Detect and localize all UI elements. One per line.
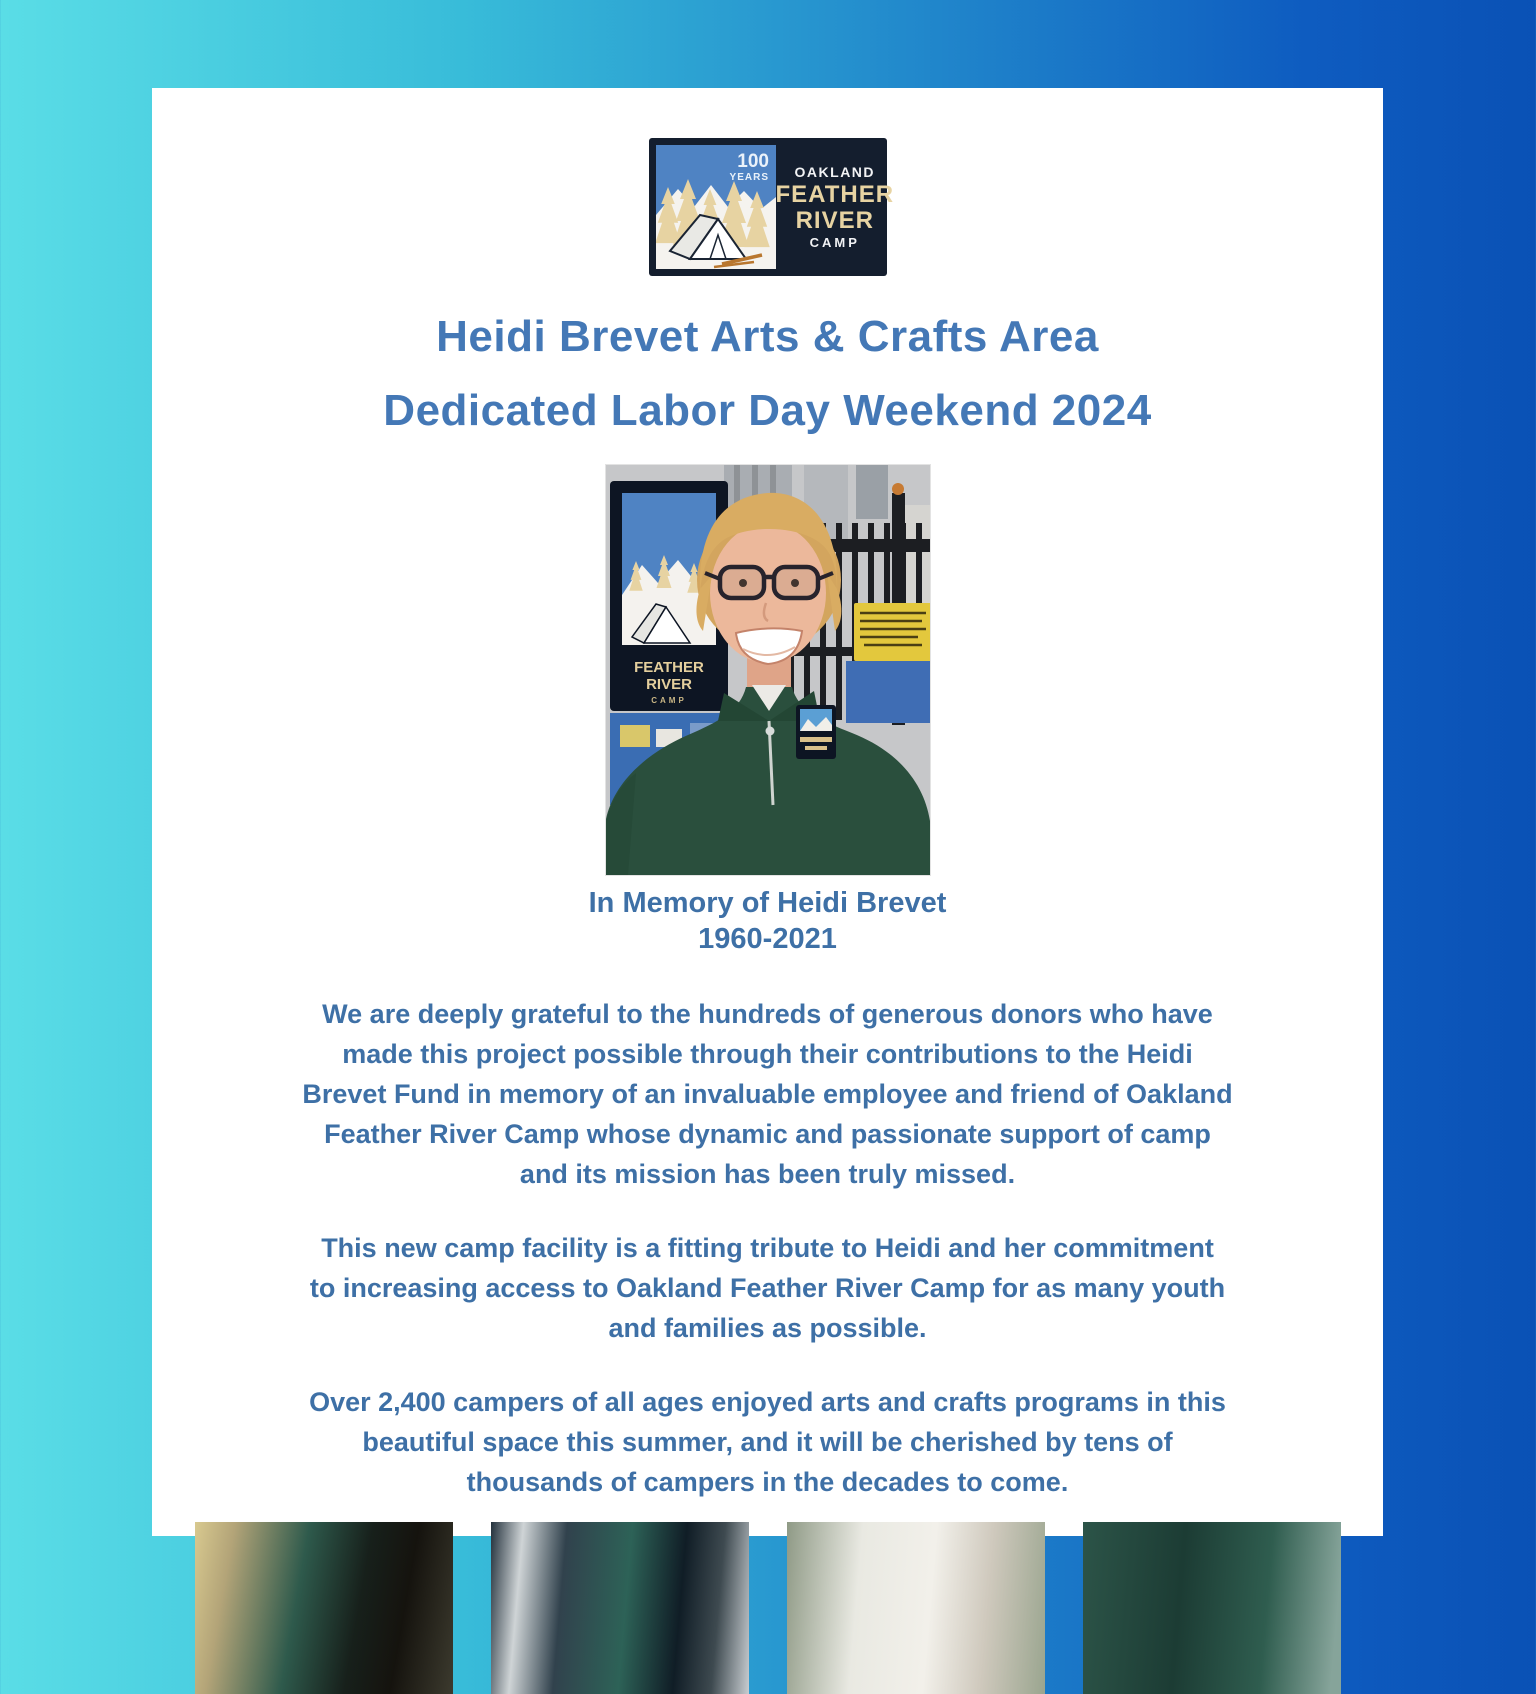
- gallery-thumbnail-4: [1083, 1522, 1341, 1694]
- yellow-sign: [846, 603, 930, 723]
- memorial-caption-line-2: 1960-2021: [698, 923, 837, 955]
- camp-logo: [649, 138, 895, 276]
- paragraph-line: Feather River Camp whose dynamic and passionate support of camp: [324, 1119, 1211, 1149]
- memorial-caption-line-1: In Memory of Heidi Brevet: [588, 887, 947, 919]
- paragraph-line: thousands of campers in the decades to come.: [466, 1467, 1069, 1497]
- logo-org-line: CAMP: [809, 234, 860, 250]
- paragraph-line: Brevet Fund in memory of an invaluable employee and friend of Oakland: [302, 1079, 1233, 1109]
- paragraph-line: beautiful space this summer, and it will be cherished by tens of: [362, 1427, 1173, 1457]
- poster-text-camp: CAMP: [650, 696, 687, 705]
- gallery-thumbnail-3: [787, 1522, 1045, 1694]
- paragraph-line: and families as possible.: [608, 1313, 927, 1343]
- gallery-thumbnail-1: [195, 1522, 453, 1694]
- paragraph-line: Over 2,400 campers of all ages enjoyed arts and crafts programs in this: [309, 1387, 1226, 1417]
- paragraph-donors: [152, 994, 1383, 1194]
- paragraph-line: made this project possible through their contributions to the Heidi: [342, 1039, 1193, 1069]
- paragraph-campers: [152, 1382, 1383, 1502]
- logo-org-line: OAKLAND: [794, 163, 876, 180]
- page-title-line-1: Heidi Brevet Arts & Crafts Area: [436, 312, 1099, 361]
- photo-gallery-row: [152, 1522, 1383, 1694]
- paragraph-line: We are deeply grateful to the hundreds of generous donors who have: [322, 999, 1213, 1029]
- newsletter-card: [152, 88, 1383, 1536]
- paragraph-line: to increasing access to Oakland Feather River Camp for as many youth: [309, 1273, 1226, 1303]
- logo-org-line: RIVER: [795, 206, 874, 234]
- page-title-line-2: Dedicated Labor Day Weekend 2024: [383, 386, 1152, 435]
- sweatshirt-logo-patch: [796, 705, 836, 759]
- poster-text-feather: FEATHER: [633, 659, 704, 676]
- paragraph-tribute: [152, 1228, 1383, 1348]
- heidi-photo: [605, 464, 931, 876]
- poster-text-river: RIVER: [645, 676, 692, 693]
- camp-logo-emblem-icon: [656, 145, 776, 269]
- gallery-thumbnail-2: [491, 1522, 749, 1694]
- heidi-photo-illustration: [606, 465, 930, 875]
- paragraph-line: This new camp facility is a fitting tribute to Heidi and her commitment: [321, 1233, 1214, 1263]
- paragraph-line: and its mission has been truly missed.: [519, 1159, 1016, 1189]
- logo-years-label: YEARS: [729, 172, 769, 183]
- logo-years-number: 100: [736, 151, 769, 172]
- logo-org-line: FEATHER: [775, 181, 895, 209]
- camp-logo-wordmark: [776, 165, 895, 250]
